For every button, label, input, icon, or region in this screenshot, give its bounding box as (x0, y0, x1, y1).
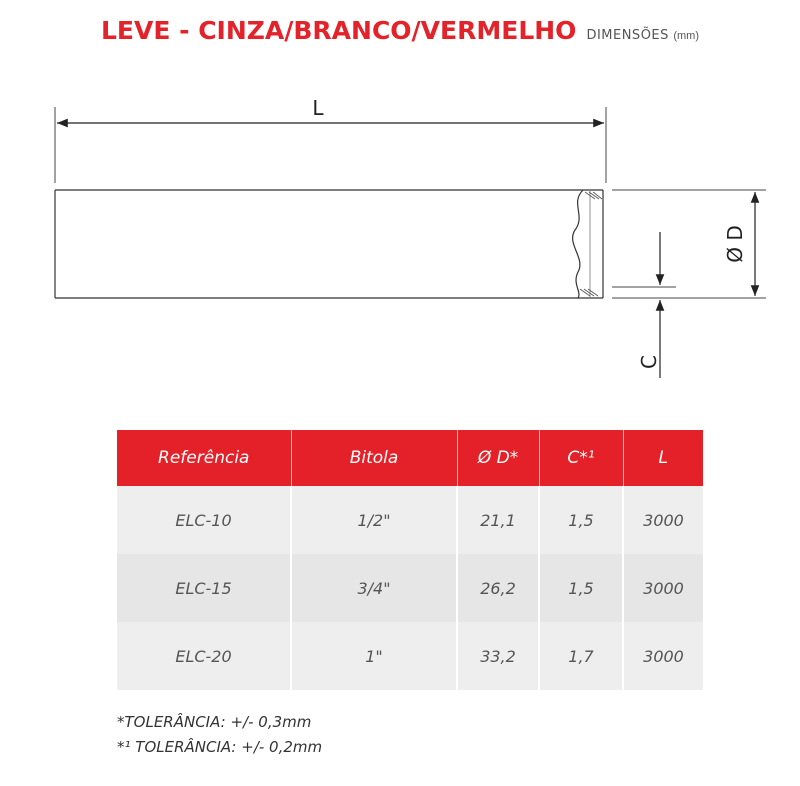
tolerance-note-diameter: *TOLERÂNCIA: +/- 0,3mm (117, 713, 312, 731)
cell-referencia: ELC-20 (117, 622, 291, 690)
specification-table (117, 430, 703, 690)
header-bitola: Bitola (291, 430, 457, 486)
cell-length: 3000 (623, 486, 703, 554)
table-row (117, 622, 703, 690)
cell-bitola: 1" (291, 622, 457, 690)
header-length: L (623, 430, 703, 486)
cell-wall: 1,5 (539, 554, 623, 622)
cell-referencia: ELC-15 (117, 554, 291, 622)
unit-label: (mm) (673, 30, 699, 42)
tolerance-note-wall: *¹ TOLERÂNCIA: +/- 0,2mm (117, 738, 323, 756)
cell-bitola: 3/4" (291, 554, 457, 622)
header-referencia: Referência (117, 430, 291, 486)
cell-wall: 1,5 (539, 486, 623, 554)
cell-referencia: ELC-10 (117, 486, 291, 554)
table-header-row (117, 430, 703, 486)
wall-label: C (637, 355, 661, 369)
diameter-label: Ø D (723, 225, 747, 263)
cell-diameter: 21,1 (457, 486, 539, 554)
cell-diameter: 26,2 (457, 554, 539, 622)
pipe-body (55, 190, 603, 298)
tolerance-notes (117, 710, 322, 760)
length-label: L (312, 96, 324, 120)
header-diameter: Ø D* (457, 430, 539, 486)
page-subtitle: DIMENSÕES (586, 28, 669, 43)
table-row (117, 486, 703, 554)
cell-bitola: 1/2" (291, 486, 457, 554)
cell-length: 3000 (623, 622, 703, 690)
table-row (117, 554, 703, 622)
cell-diameter: 33,2 (457, 622, 539, 690)
cell-length: 3000 (623, 554, 703, 622)
cell-wall: 1,7 (539, 622, 623, 690)
header-wall: C*¹ (539, 430, 623, 486)
page-title: LEVE - CINZA/BRANCO/VERMELHO (100, 16, 577, 45)
